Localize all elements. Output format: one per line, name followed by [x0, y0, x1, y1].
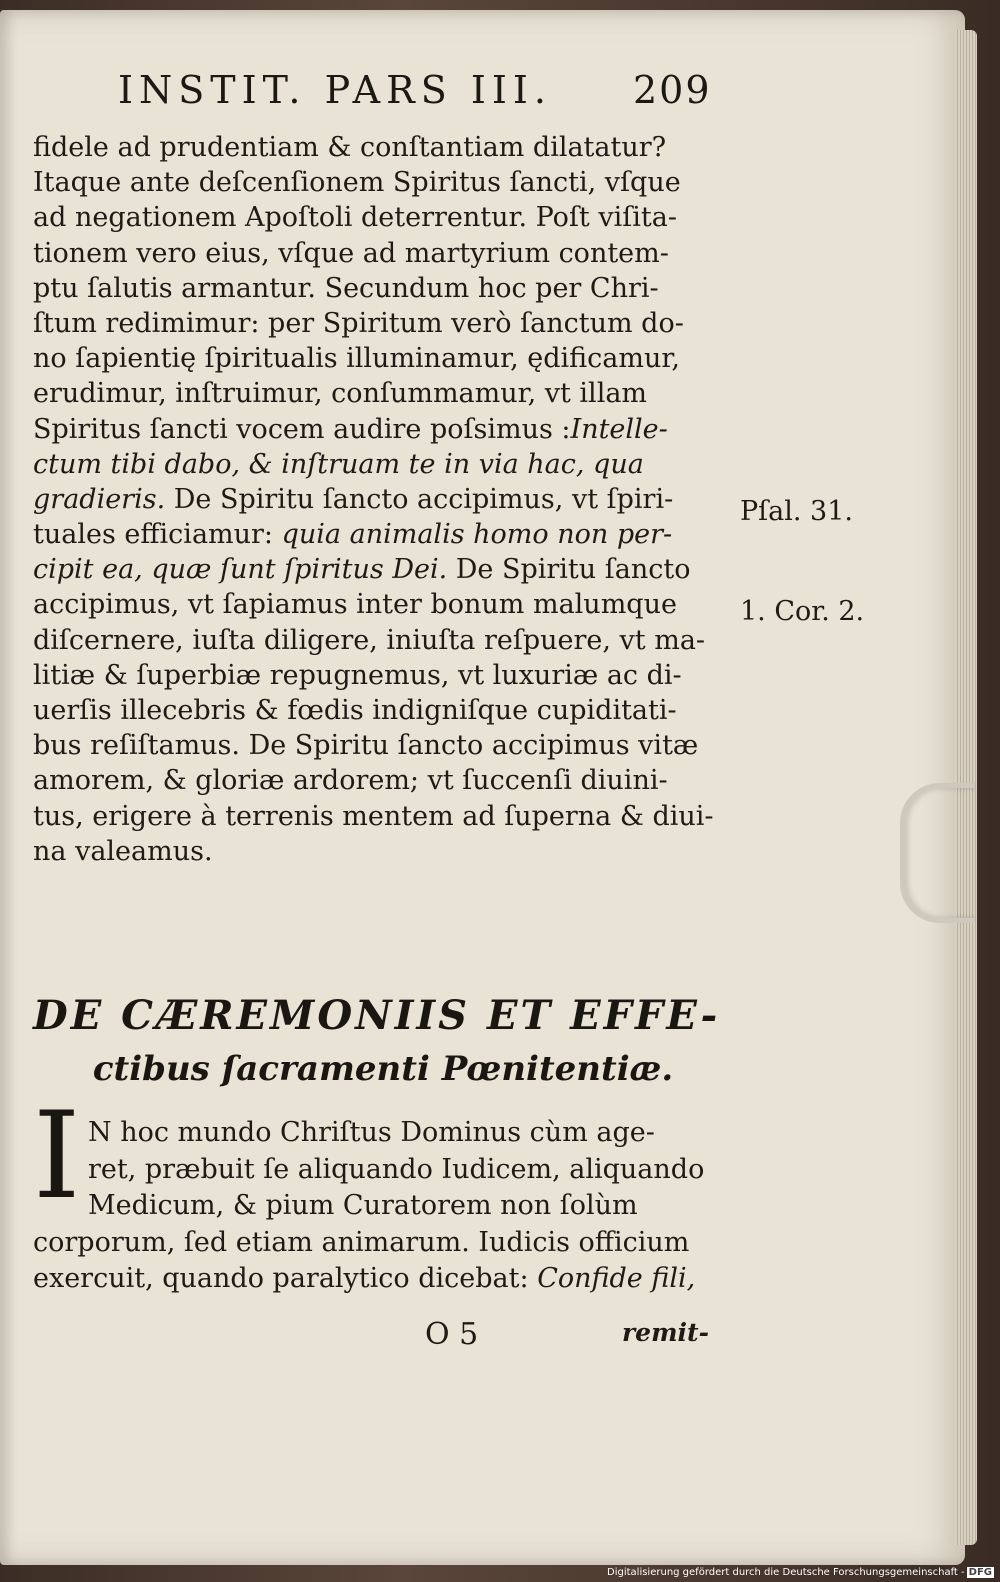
text-line [33, 517, 733, 552]
credit-text: Digitalisierung gefördert durch die Deutsche Forschungsgemeinschaft - [607, 1567, 965, 1578]
text-line: tus, erigere à terrenis mentem ad ſuperna & diui- [33, 800, 714, 832]
quote-line: ctum tibi dabo, & inſtruam te in via hac, qua [33, 448, 644, 480]
text-segment: tuales efficiamur: [33, 519, 282, 551]
text-line: diſcernere, iuſta diligere, iniuſta reſpuere, vt ma- [33, 624, 706, 656]
quote-segment: Confide fili, [537, 1263, 696, 1294]
text-line: ad negationem Apoſtoli deterrentur. Poſt viſita- [33, 202, 677, 234]
second-paragraph [33, 1115, 733, 1298]
digitization-credit [607, 1567, 994, 1578]
text-segment: Spiritus ſancti vocem audire poſsimus : [33, 413, 571, 445]
section-heading [33, 992, 733, 1089]
running-head-title: INSTIT. PARS III. [118, 68, 552, 112]
catchword: remit- [622, 1318, 709, 1347]
text-line [33, 482, 733, 517]
quote-segment: quia animalis homo non per- [281, 519, 673, 551]
text-line: ret, præbuit ſe aliquando Iudicem, aliquando [88, 1153, 705, 1185]
text-line: accipimus, vt ſapiamus inter bonum malumque [33, 589, 677, 621]
text-line: ptu ſalutis armantur. Secundum hoc per Chri- [33, 272, 659, 304]
signature-mark: O 5 [425, 1317, 479, 1352]
text-line: bus reſiſtamus. De Spiritu ſancto accipimus vitæ [33, 730, 699, 762]
text-line: uerſis illecebris & fœdis indigniſque cupiditati- [33, 695, 677, 726]
quote-segment: Intelle- [570, 413, 668, 445]
text-line: tionem vero eius, vſque ad martyrium contem- [33, 237, 669, 269]
dfg-logo: DFG [968, 1567, 992, 1578]
quote-segment: cipit ea, quæ ſunt ſpiritus Dei. [33, 554, 448, 586]
text-segment: exercuit, quando paralytico dicebat: [33, 1263, 538, 1294]
book-clasp [900, 783, 975, 923]
text-line [33, 552, 733, 587]
text-line: litiæ & ſuperbiæ repugnemus, vt luxuriæ ac di- [33, 659, 682, 691]
text-line: corporum, ſed etiam animarum. Iudicis officium [33, 1226, 690, 1258]
heading-line-1: DE CÆREMONIIS ET EFFE- [33, 992, 721, 1039]
text-segment: De Spiritu ſancto [447, 554, 691, 586]
text-line: amorem, & gloriæ ardorem; vt ſuccenſi diuini- [33, 765, 668, 797]
page-number: 209 [633, 68, 712, 112]
main-text-block [33, 130, 733, 869]
marginal-note-psalm: Pſal. 31. [740, 496, 853, 527]
text-line: N hoc mundo Chriſtus Dominus cùm age- [88, 1117, 655, 1148]
text-line: fidele ad prudentiam & conſtantiam dilatatur? [33, 132, 667, 163]
text-segment: De Spiritu ſancto accipimus, vt ſpiri- [165, 483, 674, 515]
marginal-note-corinthians: 1. Cor. 2. [740, 596, 865, 627]
heading-line-2: ctibus ſacramenti Pœnitentiæ. [92, 1049, 674, 1089]
text-line [33, 1261, 733, 1298]
text-line: no ſapientię ſpiritualis illuminamur, ędificamur, [33, 343, 680, 375]
text-line: ſtum redimimur: per Spiritum verò ſanctum do- [33, 307, 684, 339]
text-line: erudimur, inſtruimur, conſummamur, vt illam [33, 378, 648, 410]
text-line [33, 412, 733, 447]
text-line: Itaque ante deſcenſionem Spiritus ſancti, vſque [33, 167, 681, 199]
drop-cap: I [33, 1087, 81, 1226]
quote-segment: gradieris. [33, 483, 166, 515]
running-head [118, 68, 738, 112]
text-line: na valeamus. [33, 835, 213, 867]
text-line: Medicum, & pium Curatorem non ſolùm [88, 1190, 638, 1221]
